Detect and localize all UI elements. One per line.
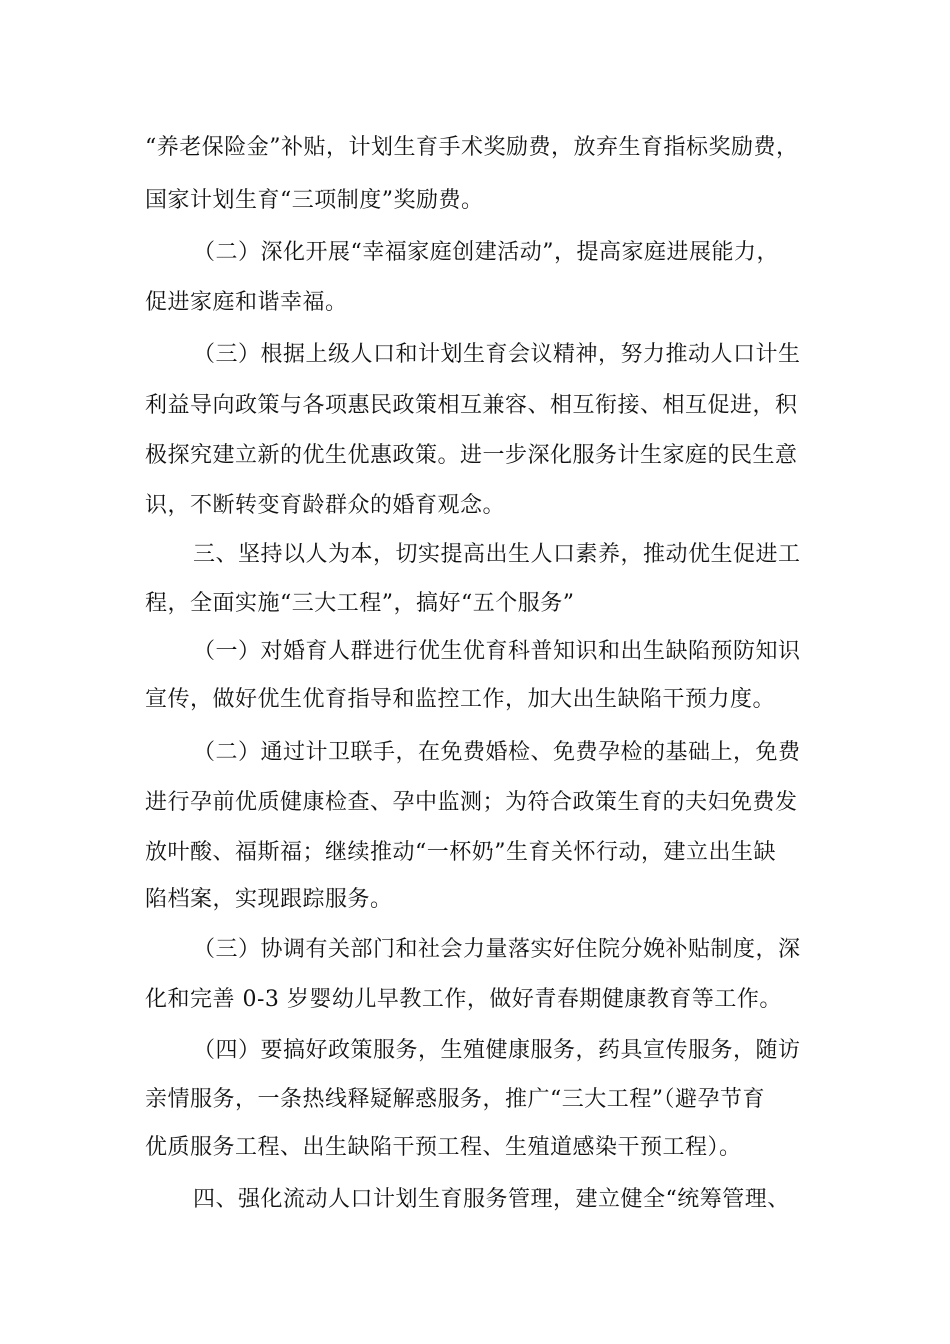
- paragraph-first-line: （二）深化开展“幸福家庭创建活动”，提高家庭进展能力，: [193, 240, 779, 265]
- paragraph-first-line: （四）要搞好政策服务，生殖健康服务，药具宣传服务，随访: [193, 1038, 801, 1063]
- body-text-line: 优质服务工程、出生缺陷干预工程、生殖道感染干预工程）。: [145, 1135, 742, 1160]
- body-text-line: 进行孕前优质健康检查、孕中监测；为符合政策生育的夫妇免费发: [145, 790, 798, 815]
- body-text-line: “养老保险金”补贴，计划生育手术奖励费，放弃生育指标奖励费，: [145, 135, 799, 160]
- body-text-line: 陷档案，实现跟踪服务。: [145, 887, 393, 912]
- body-text-line: 利益导向政策与各项惠民政策相互兼容、相互衔接、相互促进，积: [145, 393, 798, 418]
- paragraph-first-line: （三）协调有关部门和社会力量落实好住院分娩补贴制度，深: [193, 937, 801, 962]
- body-text-line: 识，不断转变育龄群众的婚育观念。: [145, 493, 506, 518]
- body-text-line: 宣传，做好优生优育指导和监控工作，加大出生缺陷干预力度。: [145, 687, 776, 712]
- body-text-line: 促进家庭和谐幸福。: [145, 290, 348, 315]
- body-text-line: 化和完善 0-3 岁婴幼儿早教工作，做好青春期健康教育等工作。: [145, 987, 782, 1012]
- paragraph-first-line: （一）对婚育人群进行优生优育科普知识和出生缺陷预防知识: [193, 639, 801, 664]
- paragraph-first-line: 三、坚持以人为本，切实提高出生人口素养，推动优生促进工: [193, 542, 801, 567]
- body-text-line: 国家计划生育“三项制度”奖励费。: [145, 188, 484, 213]
- paragraph-first-line: 四、强化流动人口计划生育服务管理，建立健全“统筹管理、: [193, 1187, 790, 1212]
- body-text-line: 放叶酸、福斯福；继续推动“一杯奶”生育关怀行动，建立出生缺: [145, 840, 776, 865]
- body-text-line: 亲情服务，一条热线释疑解惑服务，推广“三大工程”（避孕节育: [145, 1087, 765, 1112]
- body-text-line: 极探究建立新的优生优惠政策。进一步深化服务计生家庭的民生意: [145, 443, 798, 468]
- paragraph-first-line: （二）通过计卫联手，在免费婚检、免费孕检的基础上，免费: [193, 740, 801, 765]
- paragraph-first-line: （三）根据上级人口和计划生育会议精神，努力推动人口计生: [193, 342, 801, 367]
- body-text-line: 程，全面实施“三大工程”，搞好“五个服务”: [145, 591, 575, 616]
